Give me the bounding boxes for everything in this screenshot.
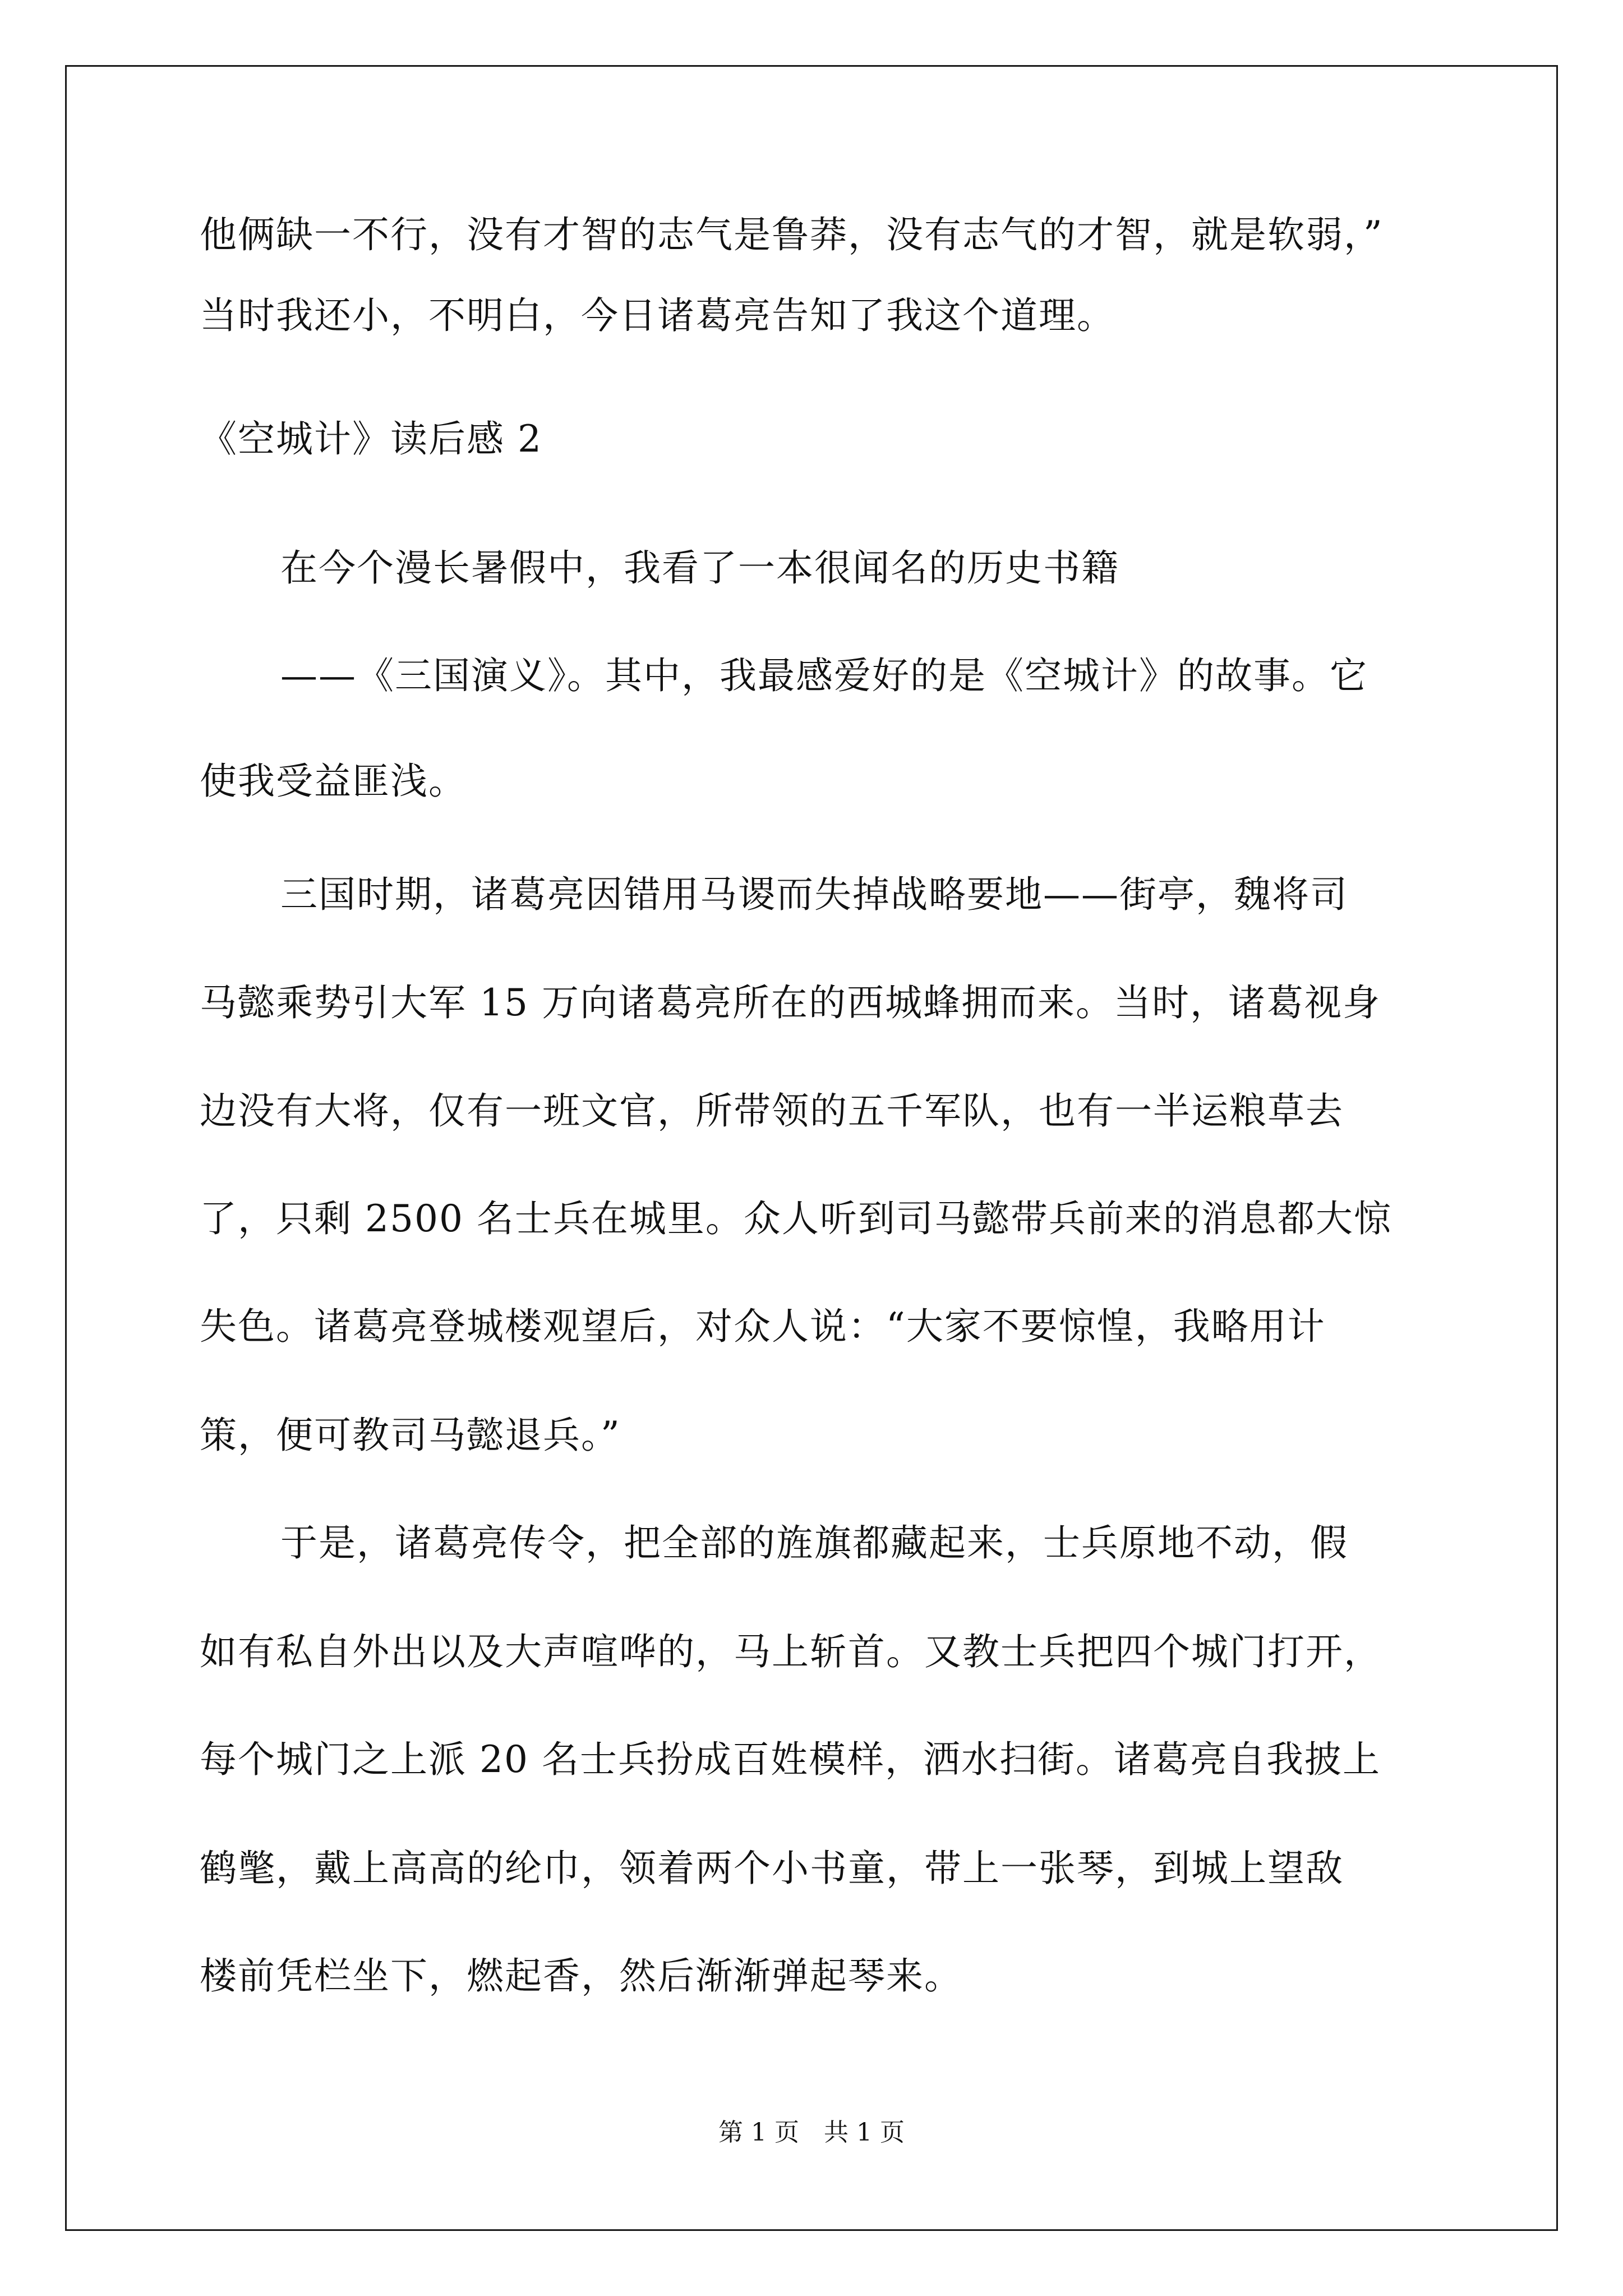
- text-line: 每个城门之上派 20 名士兵扮成百姓模样，洒水扫街。诸葛亮自我披上: [200, 1738, 1381, 1781]
- text-line: 马懿乘势引大军 15 万向诸葛亮所在的西城蜂拥而来。当时，诸葛视身: [200, 981, 1381, 1024]
- text-line: 失色。诸葛亮登城楼观望后，对众人说：“大家不要惊惶，我略用计: [200, 1305, 1326, 1348]
- text-line: 策，便可教司马懿退兵。”: [200, 1414, 621, 1457]
- section-heading: 《空城计》读后感 2: [200, 417, 542, 461]
- text-line: 如有私自外出以及大声喧哗的，马上斩首。又教士兵把四个城门打开，: [200, 1630, 1382, 1673]
- text-line: 当时我还小，不明白，今日诸葛亮告知了我这个道理。: [200, 294, 1115, 337]
- page-footer: [0, 2116, 1623, 2150]
- text-line: 他俩缺一不行，没有才智的志气是鲁莽，没有志气的才智，就是软弱，”: [200, 213, 1384, 256]
- text-line: 楼前凭栏坐下，燃起香，然后渐渐弹起琴来。: [200, 1954, 962, 1998]
- text-line: 使我受益匪浅。: [200, 760, 467, 803]
- text-line: 鹤氅，戴上高高的纶巾，领着两个小书童，带上一张琴，到城上望敌: [200, 1847, 1344, 1890]
- text-line: 了，只剩 2500 名士兵在城里。众人听到司马懿带兵前来的消息都大惊: [200, 1197, 1392, 1240]
- paragraph-start: 于是，诸葛亮传令，把全部的旌旗都藏起来，士兵原地不动，假: [280, 1521, 1348, 1565]
- page-total: 共 1 页: [824, 2118, 905, 2147]
- text-line: 边没有大将，仅有一班文官，所带领的五千军队，也有一半运粮草去: [200, 1089, 1344, 1133]
- page-frame: [65, 65, 1558, 2231]
- text-line: ——《三国演义》。其中，我最感爱好的是《空城计》的故事。它: [280, 654, 1368, 697]
- paragraph-start: 三国时期，诸葛亮因错用马谡而失掉战略要地——街亭，魏将司: [280, 873, 1348, 916]
- page-number: 第 1 页: [718, 2118, 799, 2147]
- paragraph-start: 在今个漫长暑假中，我看了一本很闻名的历史书籍: [280, 546, 1119, 590]
